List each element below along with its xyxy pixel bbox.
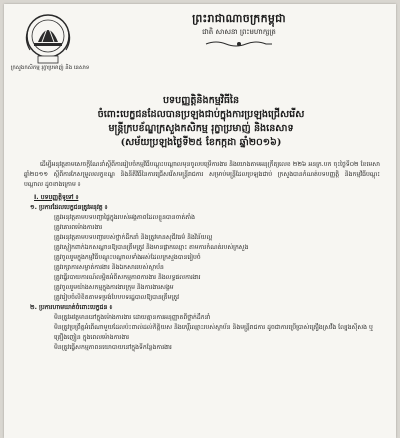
national-motto: ជាតិ សាសនា ព្រះមហាក្សត្រ [202, 28, 276, 36]
list-item: - ត្រូវស្លៀកពាក់ឯកសណ្ឋានឱ្យបានត្រឹមត្រូវ និងមានផ្លាកឈ្មោះ តាមការកំណត់របស់ក្រសួង [54, 243, 380, 253]
list-item: - ត្រូវធ្វើរបាយការណ៍លម្អិតអំពីសកម្មភាពការងារ និងលទ្ធផលការងារ [54, 273, 380, 283]
intro-paragraph: ដើម្បីអនុវត្តតាមសេចក្តីណែនាំស្តីពីការរៀបចំកម្មវិធីបណ្តុះបណ្តាលមុនចូលបម្រើការងារ និងយោងតាមអនុក្រឹត្យលេខ ២២៦ អនក្រ.បក ចុះថ្ងៃទី០២ ខែមេសា ឆ្នាំ២០១១ ស្តីពីការកែសម្រួលលក្ខខណ្ឌ និងនីតិវិធីនៃការជ្រើសរើសមន្ត្រីរាជការ សម្រាប់មន្ត្រីដែលប្រឡងជាប់ ក្រសួងបានកំណត់បទបញ្ញត្តិ និងកម្មវិធីបណ្តុះបណ្តាល ដូចខាងក្រោម ៖ [24, 161, 380, 188]
list-item: - ត្រូវចូលរួមយ៉ាងសកម្មក្នុងការងារក្រុម និងការងារសង្គម [54, 283, 380, 293]
list-item: - មិនត្រូវធ្វើសកម្មភាពនយោបាយនៅក្នុងទីកន្លែងការងារ [54, 343, 380, 353]
list-item: - ត្រូវចូលរួមក្នុងកម្មវិធីបណ្តុះបណ្តាលទាំងអស់ដែលក្រសួងបានរៀបចំ [54, 253, 380, 263]
list-item: - មិនត្រូវប្រព្រឹត្តអំពើណាមួយដែលប៉ះពាល់ដល់កិត្តិយស និងកេរ្តិ៍ឈ្មោះរបស់ស្ថាប័ន និងមន្ត្រីរាជការ ដូចជាការប្រើប្រាស់គ្រឿងស្រវឹង ល្បែងស៊ីសង ឬគ្រឿងញៀន ក្នុងពេលម៉ោងការងារ [54, 323, 380, 343]
kingdom-header: ព្រះរាជាណាចក្រកម្ពុជា [192, 12, 286, 25]
document-body [24, 160, 380, 353]
document-page [4, 4, 396, 438]
list-item: - ត្រូវគោរពម៉ោងការងារ [54, 223, 380, 233]
list-item: - ត្រូវរៀបចំលិខិតតាមទម្រង់បែបបទរដ្ឋបាលឱ្យបានត្រឹមត្រូវ [54, 293, 380, 303]
title-line-3: មន្ត្រីក្របខ័ណ្ឌក្រសួងកសិកម្ម រុក្ខាប្រមាញ់ និងនេសាទ [108, 123, 294, 134]
title-line-1: បទបញ្ញត្តិនិងកម្មវិធីនៃ [162, 95, 240, 106]
title-line-2: ចំពោះបេក្ខជនដែលបានប្រឡងជាប់ក្នុងការប្រឡងជ្រើសរើស [97, 109, 305, 120]
document-title [36, 94, 366, 150]
title-line-4: (សម័យប្រឡងថ្ងៃទី២៥ ខែកក្កដា ឆ្នាំ២០១៦) [120, 137, 282, 148]
ornament-divider-icon [204, 40, 274, 48]
list-item: - ត្រូវរក្សាការសម្ងាត់ការងារ និងឯកសាររបស់ស្ថាប័ន [54, 263, 380, 273]
list-item: - ត្រូវអនុវត្តតាមបទបញ្ជារបស់ថ្នាក់ដឹកនាំ និងត្រូវមានសុជីវធម៌ និងវិន័យល្អ [54, 233, 380, 243]
list-item: - មិនត្រូវអវត្តមាននៅក្នុងម៉ោងការងារ ដោយគ្មានការអនុញ្ញាតពីថ្នាក់ដឹកនាំ [54, 313, 380, 323]
ministry-name: ក្រសួងកសិកម្ម រុក្ខាប្រមាញ់ និង នេសាទ [10, 65, 90, 71]
section-heading-general: I. បទបញ្ញត្តិទូទៅ ៖ [34, 194, 79, 201]
subsection-obligations: ១. ប្រការដែលបេក្ខជនត្រូវអនុវត្ត ៖ [30, 204, 108, 211]
list-item: - ត្រូវអនុវត្តតាមបទបញ្ជាផ្ទៃក្នុងរបស់អង្គភាពដែលខ្លួនបានចាត់តាំង [54, 213, 380, 223]
subsection-prohibitions: ២. ប្រការហាមឃាត់ចំពោះបេក្ខជន ៖ [30, 304, 113, 311]
ministry-seal-icon [20, 12, 76, 64]
